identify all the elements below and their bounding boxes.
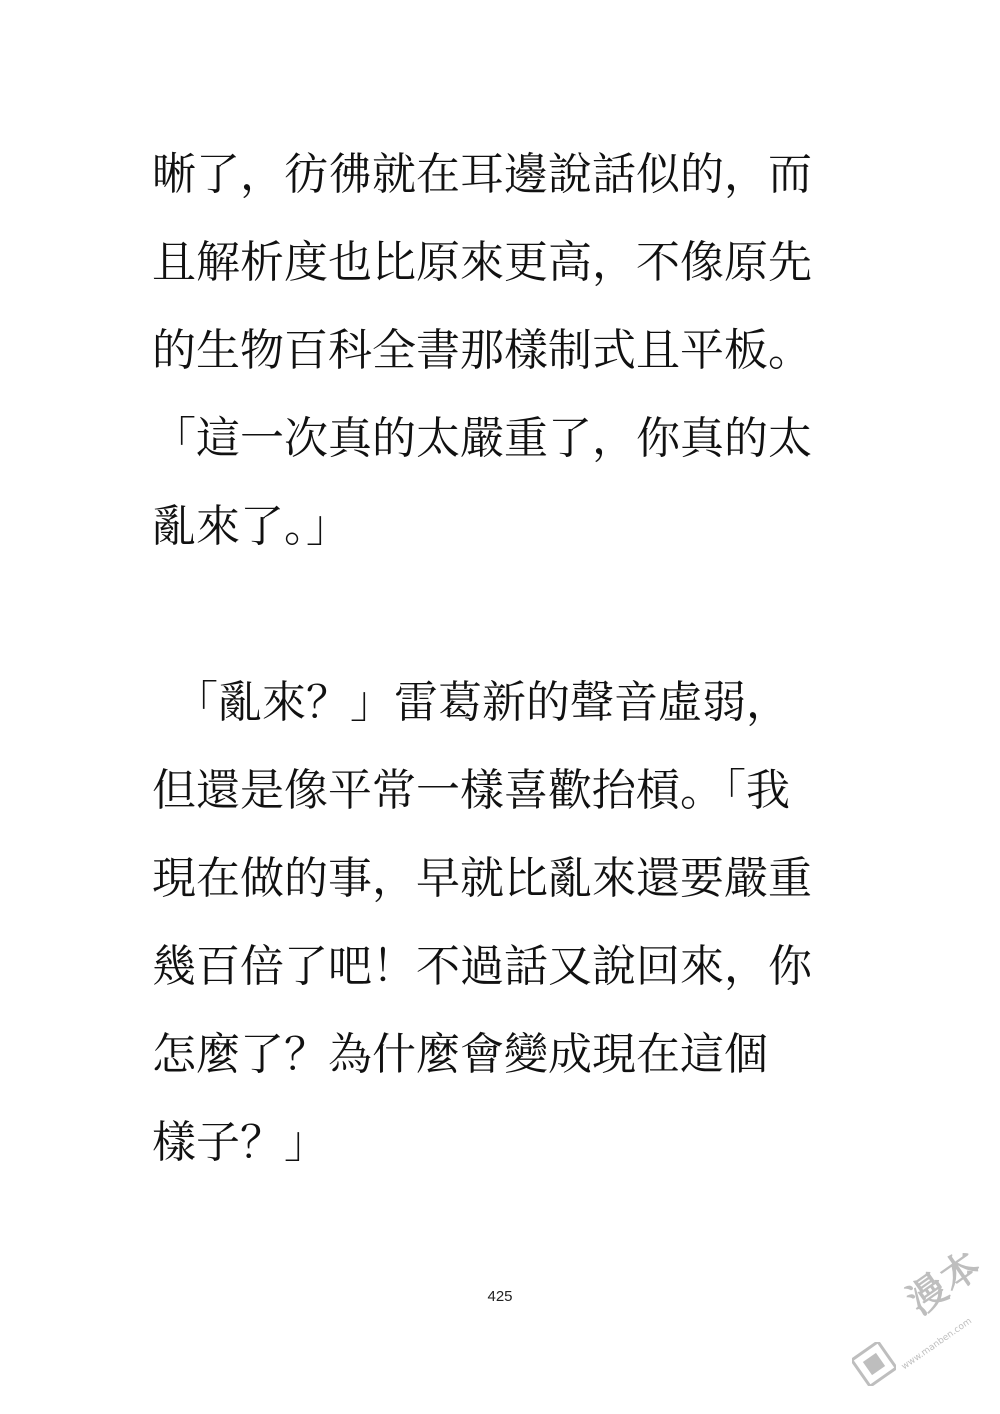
- body-text: [152, 131, 872, 1187]
- watermark-brand: 漫本: [899, 1241, 990, 1324]
- text-line: 的生物百科全書那樣制式且平板。: [152, 325, 812, 376]
- watermark-logo: [848, 1241, 990, 1400]
- text-line: 且解析度也比原來更高，不像原先: [152, 237, 812, 288]
- text-line: 怎麼了？為什麼會變成現在這個: [152, 1029, 768, 1080]
- text-line: 但還是像平常一樣喜歡抬槓。「我: [152, 765, 790, 816]
- text-line: 亂來了。」: [152, 501, 350, 552]
- text-line: 「亂來？」雷葛新的聲音虛弱，: [152, 677, 790, 728]
- watermark-url: www.manben.com: [900, 1316, 974, 1373]
- text-line: 樣子？」: [152, 1117, 328, 1168]
- text-line: 「這一次真的太嚴重了，你真的太: [152, 413, 812, 464]
- text-line: 現在做的事，早就比亂來還要嚴重: [152, 853, 812, 904]
- text-line: 幾百倍了吧！不過話又說回來，你: [152, 941, 812, 992]
- paragraph-break: [152, 571, 872, 659]
- text-line: 晰了，彷彿就在耳邊說話似的，而: [152, 149, 812, 200]
- page-number: 425: [487, 1288, 513, 1305]
- seal-icon: [852, 1342, 896, 1386]
